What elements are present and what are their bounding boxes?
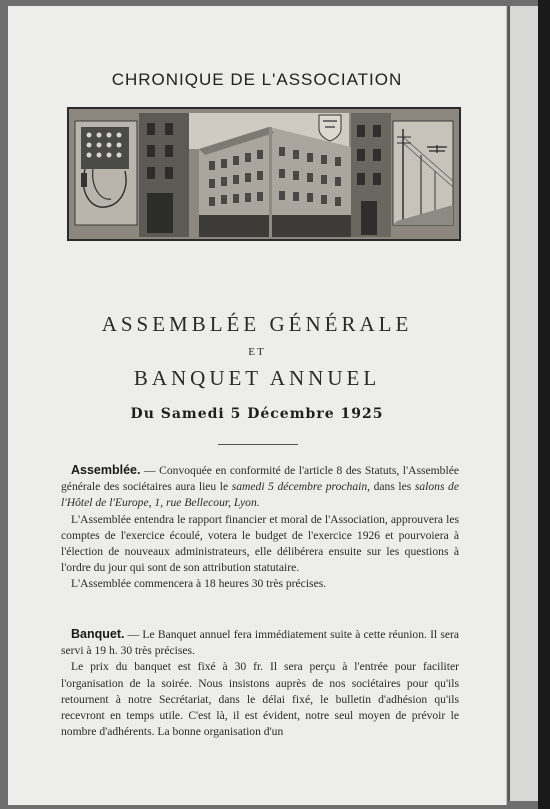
event-date: Du Samedi 5 Décembre 1925 — [130, 406, 384, 422]
assemblee-heading: Assemblée. — [71, 463, 141, 477]
telephone-switchboard-image — [75, 121, 137, 225]
assemblee-section — [61, 462, 459, 593]
assemblee-text-run: — Convoquée en conformité de l'article 8 des Statuts, l'Assemblée générale des sociétaires aura lieu le — [61, 464, 459, 494]
banquet-section — [61, 626, 459, 740]
assemblee-paragraph-2: L'Assemblée entendra le rapport financier et moral de l'Association, approuvera les comptes de l'exercice écoulé, votera le budget de l'exercice 1926 et pourvoiera à l'élection de nouveaux administrateurs, elle délibérera ensuite sur les questions à l'ordre du jour qui sont de son attribution statutaire. — [61, 512, 459, 575]
hotel-building-image — [199, 127, 351, 237]
telegraph-poles-biplane-image — [393, 121, 453, 225]
scan-dark-edge — [538, 0, 550, 809]
adjacent-page-edge — [508, 6, 540, 801]
title-assemblee-generale: ASSEMBLÉE GÉNÉRALE — [101, 312, 413, 336]
title-banquet-annuel: BANQUET ANNUEL — [133, 366, 381, 390]
title-connector: ET — [248, 346, 266, 358]
banquet-heading: Banquet. — [71, 627, 125, 641]
banquet-paragraph-1 — [61, 626, 459, 659]
title-divider — [218, 444, 298, 445]
banquet-paragraph-2: Le prix du banquet est fixé à 30 fr. Il sera perçu à l'entrée pour faciliter l'organisation de la soirée. Nous insistons auprès de nos sociétaires pour qu'ils retournent à notre Secrétariat, dans le délai fixé, le bulletin d'adhésion qu'ils recevront en temps utile. C'est là, il est évident, notre seul moyen de prévoir le nombre d'adhérents. La bonne organisation d'un — [61, 660, 459, 739]
banquet-text-run: — Le Banquet annuel fera immédiatement suite à cette réunion. Il sera servi à 19 h. 30 très précises. — [61, 628, 459, 658]
assemblee-paragraph-1 — [61, 462, 459, 512]
section-header: CHRONIQUE DE L'ASSOCIATION — [111, 70, 403, 89]
assemblee-paragraph-3: L'Assemblée commencera à 18 heures 30 très précises. — [71, 577, 327, 591]
assemblee-text-run-2: , dans les — [367, 480, 415, 494]
banner-illustration — [69, 109, 459, 239]
assemblee-venue-emphasis: salons de l'Hôtel de l'Europe, 1, rue Bellecour, Lyon. — [61, 480, 460, 510]
document-page — [8, 6, 506, 805]
assemblee-date-emphasis: samedi 5 décembre prochain — [231, 480, 368, 494]
illustration-banner — [67, 107, 461, 241]
